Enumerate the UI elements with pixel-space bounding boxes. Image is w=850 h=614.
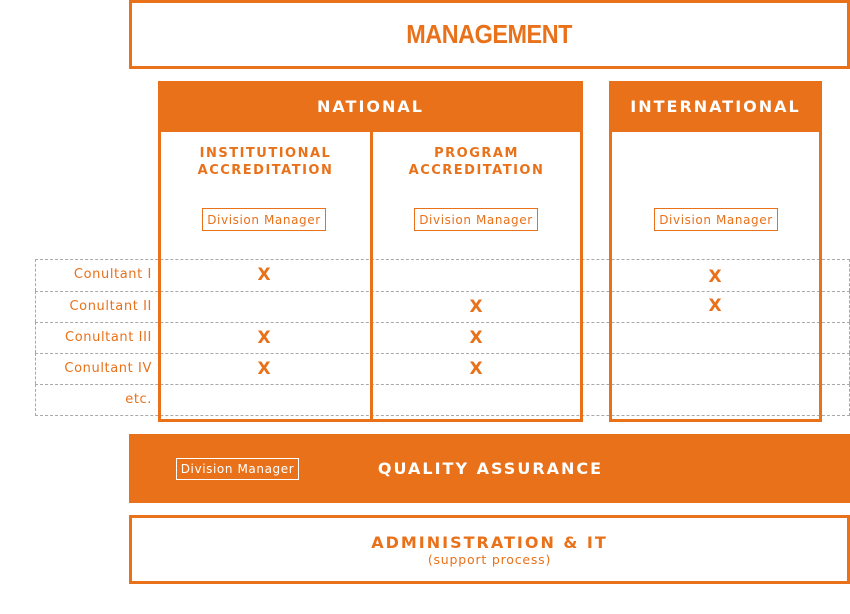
- administration-subtitle: (support process): [427, 551, 552, 567]
- quality-assurance-title-wrap: [129, 434, 850, 503]
- assignment-mark: X: [469, 297, 483, 317]
- institutional-accreditation-title: INSTITUTIONAL ACCREDITATION: [197, 146, 334, 178]
- consultant-label: Conultant IV: [64, 361, 152, 376]
- assignment-mark: X: [469, 359, 483, 379]
- quality-assurance-division-manager-badge: Division Manager: [176, 458, 299, 480]
- program-accreditation-title: PROGRAM ACCREDITATION: [408, 146, 545, 178]
- quality-assurance-title: QUALITY ASSURANCE: [377, 459, 604, 478]
- consultant-label: Conultant II: [69, 299, 152, 314]
- international-division-manager-badge: Division Manager: [654, 208, 778, 231]
- assignment-mark: X: [708, 296, 722, 316]
- consultant-label: etc.: [125, 392, 152, 407]
- institutional-division-manager-badge: Division Manager: [202, 208, 326, 231]
- international-header: [609, 81, 822, 132]
- administration-box: [129, 515, 850, 584]
- program-division-manager-badge: Division Manager: [414, 208, 538, 231]
- assignment-mark: X: [257, 359, 271, 379]
- management-box: [129, 0, 850, 69]
- consultant-label: Conultant III: [65, 330, 152, 345]
- assignment-mark: X: [257, 328, 271, 348]
- national-header: [158, 81, 583, 132]
- international-title: INTERNATIONAL: [630, 97, 801, 116]
- assignment-mark: X: [708, 267, 722, 287]
- administration-title: ADMINISTRATION & IT: [371, 532, 608, 552]
- national-title: NATIONAL: [317, 97, 424, 116]
- assignment-mark: X: [469, 328, 483, 348]
- assignment-mark: X: [257, 265, 271, 285]
- management-title: MANAGEMENT: [406, 19, 573, 49]
- consultant-label: Conultant I: [73, 267, 152, 282]
